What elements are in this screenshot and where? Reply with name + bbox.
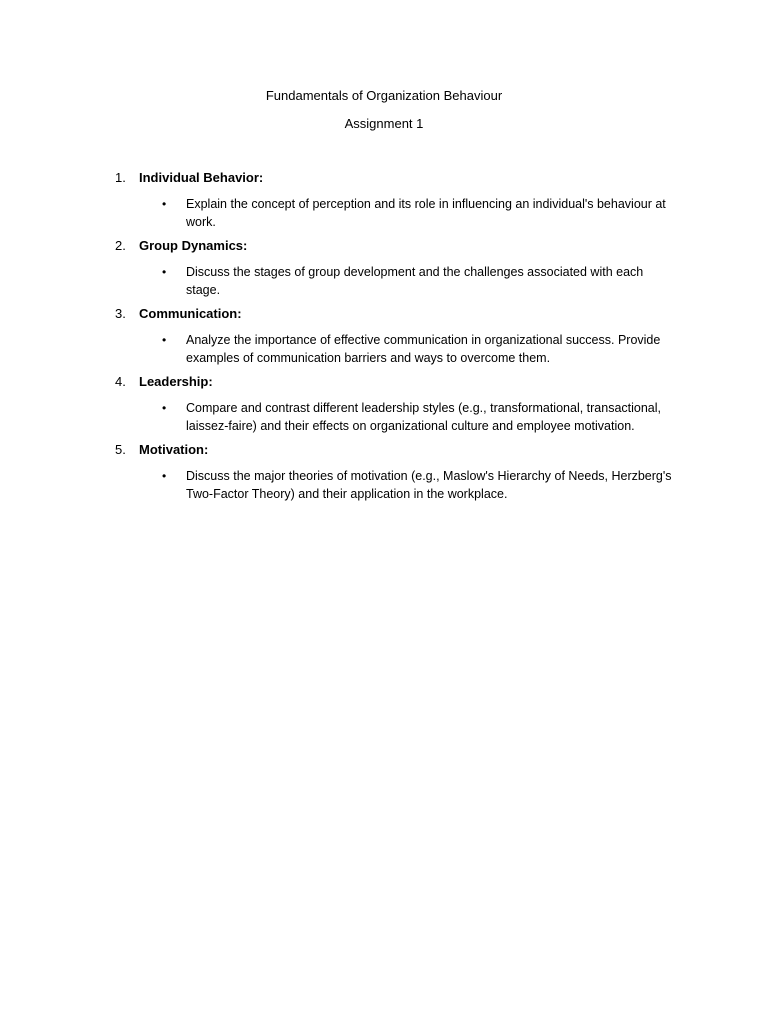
- question-number: 5.: [115, 442, 126, 457]
- question-list: [0, 169, 768, 509]
- question-body: [0, 468, 768, 503]
- question-body: [0, 264, 768, 299]
- bullet-icon: •: [162, 401, 167, 415]
- question-text: Discuss the stages of group development and the challenges associated with each stage.: [186, 265, 644, 297]
- question-number: 3.: [115, 306, 126, 321]
- question-item: [0, 237, 768, 299]
- bullet-icon: •: [162, 265, 167, 279]
- bullet-icon: •: [162, 197, 167, 211]
- question-body: [0, 332, 768, 367]
- question-text: Explain the concept of perception and its role in influencing an individual's behaviour at work.: [186, 197, 666, 229]
- bullet-icon: •: [162, 469, 167, 483]
- bullet-icon: •: [162, 333, 167, 347]
- question-text: Analyze the importance of effective communication in organizational success. Provide examples of communication barriers and ways to overcome them.: [186, 333, 661, 365]
- question-body: [0, 196, 768, 231]
- question-text: Discuss the major theories of motivation (e.g., Maslow's Hierarchy of Needs, Herzberg's Two-Factor Theory) and their application in the workplace.: [186, 469, 672, 501]
- question-heading: Communication:: [139, 306, 242, 321]
- question-heading: Group Dynamics:: [139, 238, 248, 253]
- question-heading: Leadership:: [139, 374, 213, 389]
- question-body: [0, 400, 768, 435]
- question-number: 4.: [115, 374, 126, 389]
- document-title: Fundamentals of Organization Behaviour: [265, 88, 503, 103]
- question-item: [0, 169, 768, 231]
- question-number: 2.: [115, 238, 126, 253]
- question-item: [0, 373, 768, 435]
- question-text: Compare and contrast different leadership styles (e.g., transformational, transactional, laissez-faire) and their effects on organizational culture and employee motivation.: [186, 401, 662, 433]
- document-subtitle: Assignment 1: [344, 116, 424, 131]
- question-item: [0, 305, 768, 367]
- question-number: 1.: [115, 170, 126, 185]
- question-heading: Individual Behavior:: [139, 170, 264, 185]
- question-item: [0, 441, 768, 503]
- question-heading: Motivation:: [139, 442, 209, 457]
